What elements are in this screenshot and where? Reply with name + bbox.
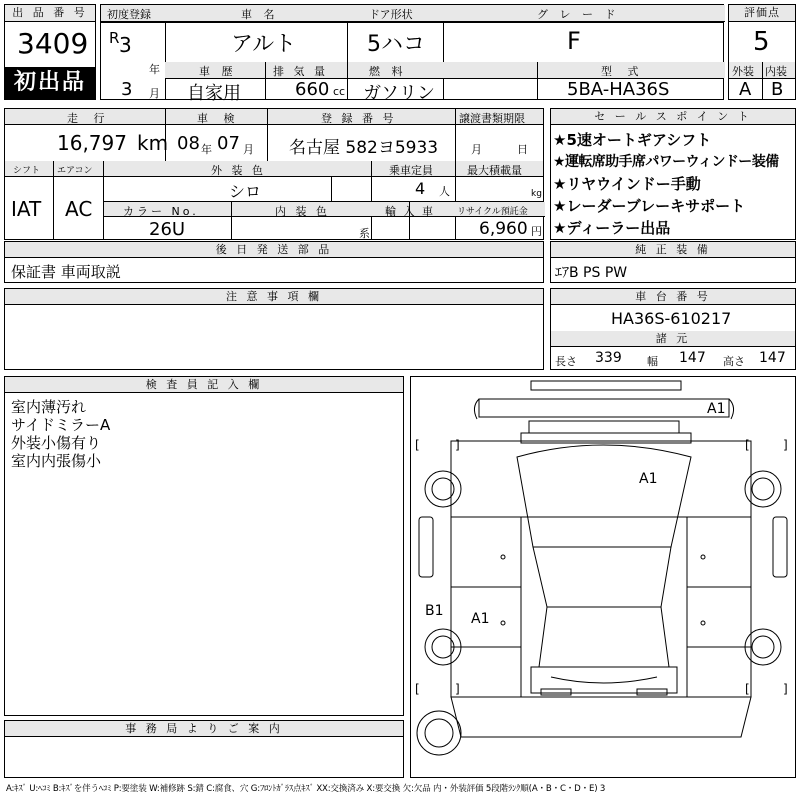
interior-label: 内装: [765, 65, 787, 78]
first-listing-text: 初出品: [13, 70, 86, 95]
exterior-label: 外装: [732, 65, 754, 78]
recycle-label: リサイクル預託金: [457, 207, 528, 217]
height-value: 147: [759, 350, 786, 366]
load-label: 最大積載量: [467, 164, 522, 177]
car-name: アルト: [231, 32, 297, 57]
inspector-label: 検 査 員 記 入 欄: [5, 377, 403, 393]
interior-grade: B: [771, 79, 784, 100]
chassis-value: HA36S-610217: [611, 309, 732, 328]
int-color-label: 内 装 色: [275, 205, 330, 218]
damage-mark-front-right: A1: [707, 401, 726, 417]
registration-value: 名古屋 582ヨ5933: [289, 138, 439, 158]
sales-point-4: ★レーダーブレーキサポート: [553, 197, 746, 215]
sales-point-2: ★運転席助手席パワーウィンドー装備: [553, 154, 779, 170]
width-label: 幅: [647, 355, 658, 368]
inspector-line-1: 室内薄汚れ: [11, 398, 87, 416]
car-damage-diagram: [410, 376, 796, 778]
capacity-label: 乗車定員: [389, 164, 433, 177]
mileage-unit: km: [137, 131, 169, 155]
inspector-line-3: 外装小傷有り: [11, 434, 102, 452]
ac-value: AC: [65, 197, 93, 221]
notes-box: [4, 288, 544, 370]
notes-label: 注 意 事 項 欄: [5, 289, 543, 305]
displacement-value: 660: [295, 79, 330, 100]
fuel-label: 燃 料: [369, 65, 407, 78]
later-parts-box: [4, 241, 544, 283]
inspection-label: 車 検: [197, 112, 241, 125]
office-box: [4, 720, 404, 778]
ext-color-label: 外 装 色: [211, 164, 266, 177]
year-unit: 年: [149, 63, 160, 76]
damage-mark-left-door: A1: [471, 611, 490, 627]
recycle-value: 6,960: [479, 219, 528, 239]
damage-mark-left-side: B1: [425, 603, 444, 619]
ac-label: エアコン: [57, 166, 93, 176]
capacity-unit: 人: [439, 185, 450, 198]
history-label: 車 歴: [199, 65, 237, 78]
era-letter: R: [109, 29, 120, 47]
door-label: ドア形状: [369, 8, 413, 21]
chassis-label: 車 台 番 号: [551, 289, 795, 305]
genuine-equipment-label: 純 正 装 備: [551, 242, 795, 258]
score-box: [728, 4, 796, 100]
car-name-label: 車 名: [241, 8, 279, 21]
damage-mark-roof: A1: [639, 471, 658, 487]
capacity-value: 4: [415, 179, 426, 198]
history-value: 自家用: [187, 83, 241, 104]
registration-label: 登 録 番 号: [321, 112, 397, 125]
later-parts-value: 保証書 車両取説: [11, 263, 121, 281]
vehicle-info-table: [100, 4, 724, 104]
sales-point-5: ★ディーラー出品: [553, 219, 671, 237]
legend-line: A:ｷｽﾞ U:ﾍｺﾐ B:ｷｽﾞを伴うﾍｺﾐ P:要塗装 W:補修跡 S:錆 C:腐食、穴 G:ﾌﾛﾝﾄｶﾞﾗｽ点ｷｽﾞ XX:交換済み X:要交換 欠:欠品 内・外装評価 5段階ﾗﾝｸ順(A・B・C・D・E) 3: [6, 784, 606, 794]
sales-point-3: ★リヤウインドー手動: [553, 175, 701, 193]
height-label: 高さ: [723, 355, 745, 368]
load-unit: kg: [531, 189, 542, 199]
recycle-unit: 円: [531, 225, 542, 238]
svg-text:[: [: [415, 438, 420, 452]
later-parts-label: 後 日 発 送 部 品: [5, 242, 543, 258]
sales-point-1: ★5速オートギアシフト: [553, 131, 712, 149]
model-code-value: 5BA-HA36S: [567, 79, 670, 100]
first-listing-badge: [5, 67, 95, 99]
svg-text:]: ]: [783, 682, 788, 696]
import-label: 輸 入 車: [385, 205, 435, 218]
inspector-box: [4, 376, 404, 716]
office-label: 事 務 局 よ り ご 案 内: [5, 721, 403, 737]
svg-text:]: ]: [455, 438, 460, 452]
ext-color-value: シロ: [229, 182, 262, 201]
shift-value: IAT: [11, 197, 42, 221]
grade-value: F: [567, 27, 581, 55]
car-outline-diagram: [411, 377, 795, 777]
month-unit: 月: [149, 87, 160, 100]
sales-points-box: [550, 108, 796, 240]
transfer-day-unit: 日: [517, 143, 528, 156]
dims-label: 諸 元: [551, 331, 795, 347]
int-color-unit: 系: [359, 227, 370, 240]
model-code-label: 型 式: [601, 65, 645, 78]
inspection-year: 08: [177, 133, 200, 154]
length-label: 長さ: [555, 355, 577, 368]
era-year: 3: [119, 33, 132, 57]
displacement-unit: cc: [333, 85, 346, 98]
width-value: 147: [679, 350, 706, 366]
color-no-value: 26U: [149, 219, 186, 240]
grade-label: グ レ ー ド: [537, 8, 620, 21]
fuel-value: ガソリン: [363, 83, 435, 104]
transfer-label: 譲渡書類期限: [459, 112, 525, 125]
svg-text:]: ]: [783, 438, 788, 452]
exterior-grade: A: [739, 79, 752, 100]
lot-number-box: [4, 4, 96, 100]
transfer-month-unit: 月: [471, 143, 482, 156]
door-type: 5ハコ: [367, 32, 425, 57]
month: 3: [121, 79, 133, 100]
mileage-value: 16,797: [57, 131, 127, 155]
svg-text:[: [: [415, 682, 420, 696]
shift-label: シフト: [13, 166, 41, 176]
lot-number: 3409: [17, 27, 89, 60]
inspector-line-2: サイドミラーA: [11, 416, 111, 434]
inspector-line-4: 室内内張傷小: [11, 452, 102, 470]
color-no-label: カラー No.: [123, 205, 199, 218]
chassis-box: [550, 288, 796, 370]
svg-text:[: [: [745, 438, 750, 452]
displacement-label: 排 気 量: [273, 65, 328, 78]
inspection-month: 07: [217, 133, 240, 154]
genuine-equipment-value: ｴｱB PS PW: [555, 265, 628, 281]
inspection-year-unit: 年: [201, 143, 212, 156]
sales-points-label: セ ー ル ス ポ イ ン ト: [551, 109, 795, 125]
inspection-month-unit: 月: [243, 143, 254, 156]
svg-text:]: ]: [455, 682, 460, 696]
mileage-label: 走 行: [67, 112, 111, 125]
length-value: 339: [595, 350, 622, 366]
score-label: 評価点: [729, 5, 795, 22]
spec-table: [4, 108, 544, 240]
first-reg-label: 初度登録: [107, 8, 151, 21]
genuine-equipment-box: [550, 241, 796, 283]
lot-number-label: 出 品 番 号: [5, 5, 95, 22]
svg-text:[: [: [745, 682, 750, 696]
score-value: 5: [753, 27, 770, 57]
